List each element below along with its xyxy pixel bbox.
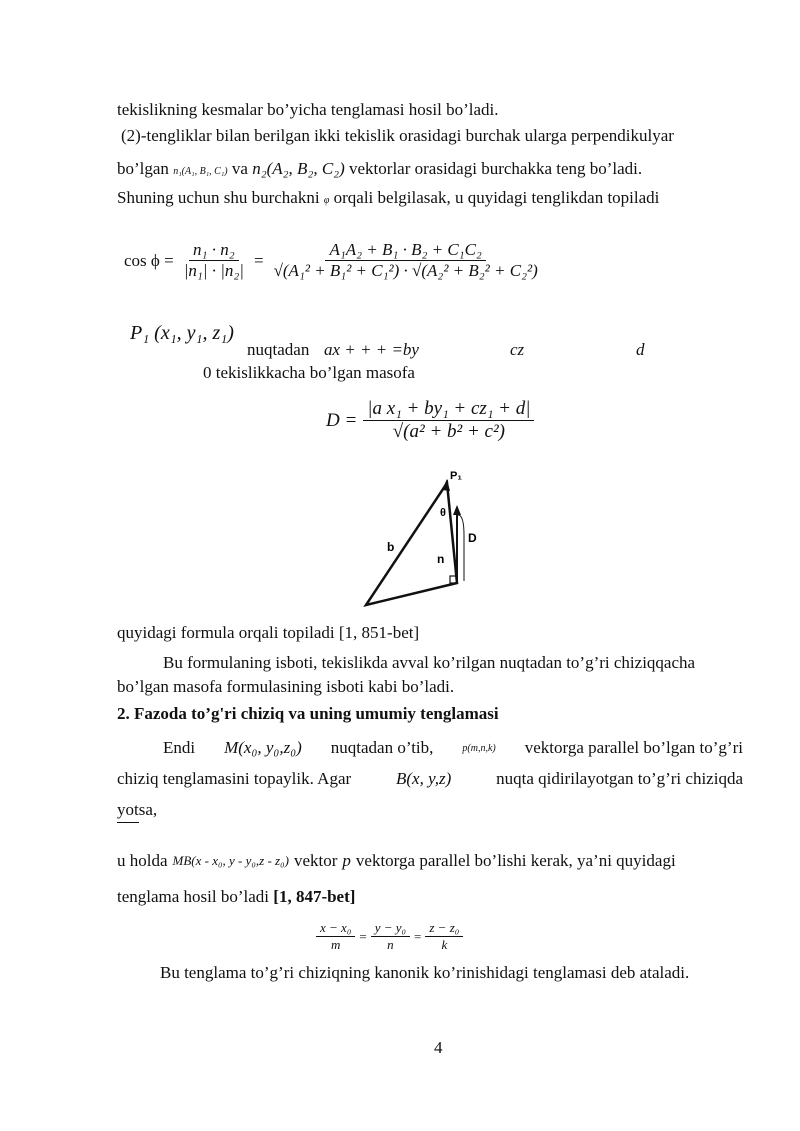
equals-sign: = — [414, 928, 422, 944]
text-fragment: vektorga parallel bo’lishi kerak, ya’ni quyidagi — [355, 851, 676, 870]
text-line: yotsa, — [117, 800, 158, 819]
text-line: bo’lgan masofa formulasining isboti kabi bo’ladi. — [117, 677, 455, 696]
arrow-head-icon — [442, 479, 450, 491]
text-fragment: u holda — [117, 851, 168, 870]
text-fragment: nuqtadan — [247, 340, 310, 359]
vector-n2: n₂(A₂, B₂, C₂) — [252, 159, 345, 178]
text-line: tekislikning kesmalar bo’yicha tenglamasi hosil bo’ladi. — [117, 100, 499, 119]
numerator: A₁A₂ + B₁ · B₂ + C₁C₂ — [325, 240, 485, 261]
page-number: 4 — [434, 1038, 443, 1057]
fraction — [425, 920, 463, 953]
cos-formula — [124, 240, 542, 281]
denominator: k — [441, 937, 448, 952]
text-fragment: tenglama hosil bo’ladi — [117, 887, 270, 906]
text-line: 0 tekislikkacha bo’lgan masofa — [203, 363, 415, 382]
numerator: x − x₀ — [316, 920, 355, 937]
label-theta: θ — [440, 507, 446, 519]
denominator: √(A₁² + B₁² + C₁²) · √(A₂² + B₂² + C₂²) — [273, 261, 538, 280]
fraction — [371, 920, 410, 953]
reference: [1, 847-bet] — [273, 887, 356, 906]
equals-sign: = — [253, 250, 264, 270]
point-B: B(x, y,z) — [396, 769, 452, 788]
text-line — [117, 159, 642, 179]
vector-MB: MB(x - x₀, y - y₀,z - z₀) — [172, 853, 289, 868]
text-fragment: nuqta qidirilayotgan to’g’ri chiziqda — [496, 769, 743, 788]
label-b: b — [387, 540, 395, 554]
text-line: (2)-tengliklar bilan berilgan ikki tekislik orasidagi burchak ularga perpendikulyar — [121, 126, 674, 145]
text-line — [117, 851, 743, 871]
text-line — [117, 769, 743, 789]
vector-p: p(m,n,k) — [462, 742, 496, 754]
point-M: M(x₀, y₀,z₀) — [224, 738, 302, 757]
text-fragment: chiziq tenglamasini topaylik. Agar — [117, 769, 352, 788]
text-fragment: vektorlar orasidagi burchakka teng bo’ladi. — [349, 159, 643, 178]
denominator: m — [330, 937, 341, 952]
formula-lhs: cos ϕ = — [124, 250, 174, 270]
text-line: Bu tenglama to’g’ri chiziqning kanonik ko’rinishidagi tenglamasi deb ataladi. — [160, 963, 690, 982]
formula-lhs: D = — [326, 409, 358, 431]
text-fragment: vektor — [293, 851, 338, 870]
phi-symbol: φ — [323, 195, 330, 206]
label-n: n — [437, 552, 445, 566]
text-fragment: va — [231, 159, 248, 178]
numerator: y − y₀ — [371, 920, 410, 937]
label-p1: P₁ — [450, 470, 462, 482]
denominator: n — [387, 937, 394, 952]
text-fragment: bo’lgan — [117, 159, 169, 178]
denominator: √(a² + b² + c²) — [392, 421, 505, 442]
fraction — [363, 398, 534, 443]
numerator: |a x₁ + by₁ + cz₁ + d| — [363, 398, 534, 421]
text-line — [117, 887, 355, 907]
fraction — [270, 240, 542, 281]
plane-cz: cz — [510, 340, 525, 359]
triangle — [366, 483, 457, 605]
canonical-equation — [316, 920, 463, 953]
fraction — [180, 240, 248, 281]
text-fragment: nuqtadan o’tib, — [330, 738, 434, 757]
numerator: z − z₀ — [425, 920, 463, 937]
text-line: Bu formulaning isboti, tekislikda avval ko’rilgan nuqtadan to’g’ri chiziqqacha — [163, 653, 696, 672]
plane-equation: ax + + + =by — [324, 340, 419, 359]
equals-sign: = — [359, 928, 367, 944]
numerator: n₁ · n₂ — [189, 240, 239, 261]
vector-p: p — [342, 851, 351, 870]
text-fragment: Endi — [163, 738, 196, 757]
distance-diagram — [355, 465, 495, 613]
distance-bracket — [458, 515, 464, 581]
point-p1: P₁ (x₁, y₁, z₁) — [130, 322, 234, 344]
text-line: quyidagi formula orqali topiladi [1, 851-bet] — [117, 623, 420, 642]
denominator: |n₁| · |n₂| — [183, 261, 244, 280]
text-fragment: vektorga parallel bo’lgan to’g’ri — [524, 738, 743, 757]
text-line — [117, 188, 659, 208]
fraction — [316, 920, 355, 953]
label-D: D — [468, 531, 477, 545]
text-line — [163, 738, 743, 758]
text-fragment: Shuning uchun shu burchakni — [117, 188, 320, 207]
plane-d: d — [636, 340, 645, 359]
vector-arrow-bar — [117, 822, 139, 823]
vector-n1: n₁(A₁, B₁, C₁) — [173, 166, 228, 177]
section-heading: 2. Fazoda to’g'ri chiziq va uning umumiy tenglamasi — [117, 704, 499, 723]
distance-formula — [326, 398, 534, 443]
arrow-head-icon — [453, 505, 461, 515]
text-fragment: orqali belgilasak, u quyidagi tenglikdan topiladi — [333, 188, 660, 207]
